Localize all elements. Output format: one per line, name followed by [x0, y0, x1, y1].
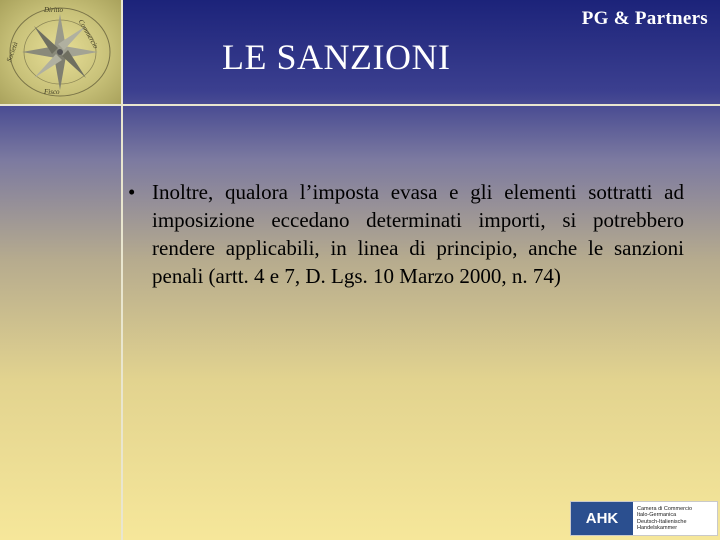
bullet-icon: •	[128, 180, 136, 204]
horizontal-divider	[0, 104, 720, 106]
logo-ring-text-bottom: Fisco	[44, 88, 60, 96]
vertical-divider	[121, 0, 123, 540]
firm-name: PG & Partners	[581, 8, 708, 29]
bullet-item	[128, 178, 684, 290]
ahk-line-3: Deutsch-Italienische	[637, 518, 687, 525]
logo-ring-text-left: Società	[5, 40, 20, 64]
ahk-mark	[571, 502, 633, 535]
bullet-text: Inoltre, qualora l’imposta evasa e gli elementi sottratti ad imposizione eccedano determinati importi, si potrebbero rendere applicabili, in linea di principio, anche le sanzioni penali (artt. 4 e 7, D. Lgs. 10 Marzo 2000, n. 74)	[152, 180, 684, 288]
ahk-logo	[570, 501, 718, 536]
ahk-mark-text: AHK	[585, 510, 619, 527]
ahk-line-1: Camera di Commercio	[637, 505, 693, 512]
page-title: LE SANZIONI	[222, 37, 451, 77]
ahk-lines	[633, 506, 692, 532]
logo-ring-text-top: Diritto	[44, 6, 64, 14]
logo-ring-text-right: Commercio	[76, 17, 100, 51]
slide-content	[128, 178, 684, 290]
ahk-line-2: Italo-Germanica	[637, 512, 677, 518]
compass-rose-icon	[0, 0, 121, 104]
compass-logo	[0, 0, 122, 105]
ahk-line-4: Handelskammer	[637, 525, 678, 531]
